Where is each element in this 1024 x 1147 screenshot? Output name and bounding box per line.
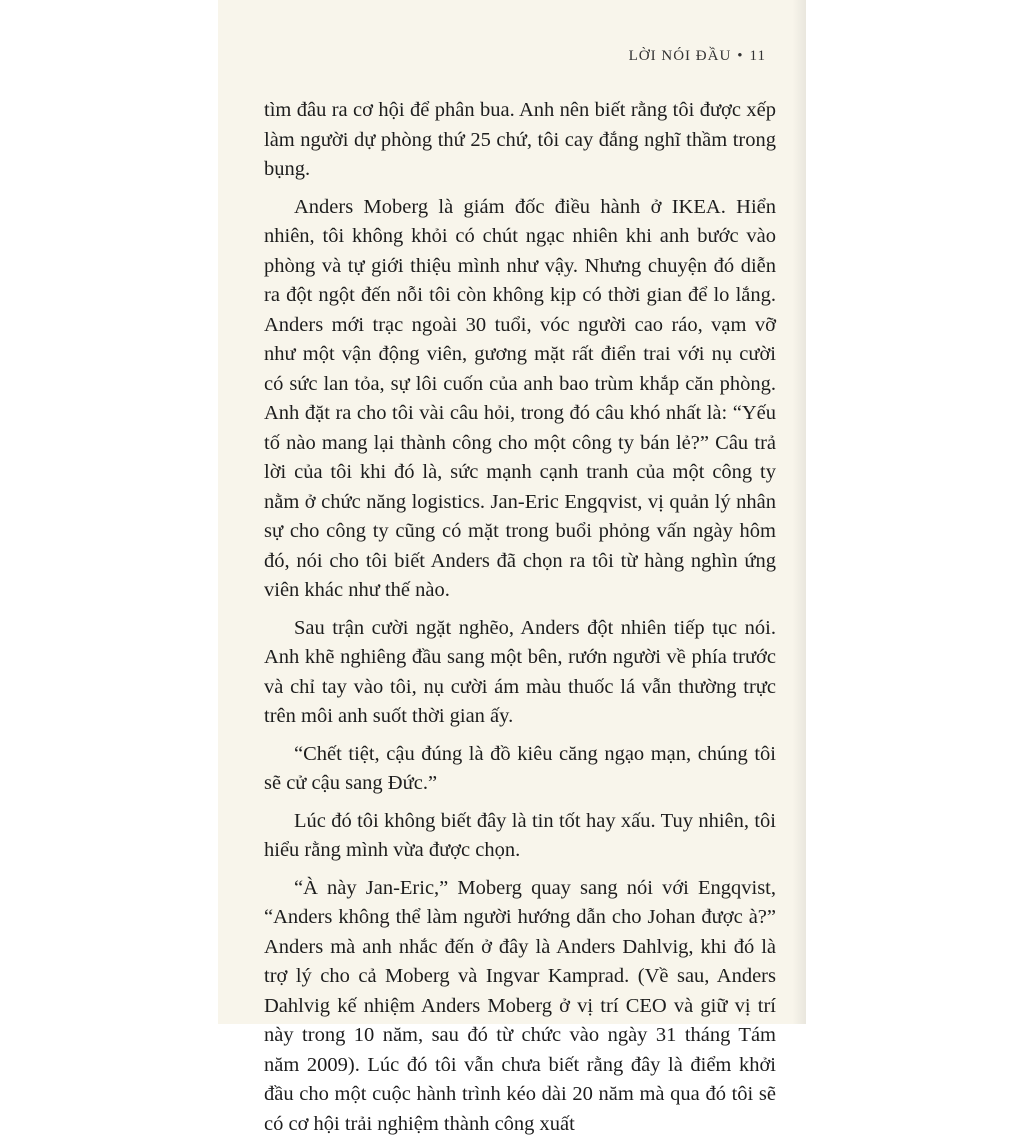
page-number: 11 xyxy=(749,48,766,64)
book-page xyxy=(218,0,806,1135)
paragraph: Anders Moberg là giám đốc điều hành ở IKEA. Hiển nhiên, tôi không khỏi có chút ngạc nhiên khi anh bước vào phòng và tự giới thiệu mình như vậy. Nhưng chuyện đó diễn ra đột ngột đến nỗi tôi còn không kịp có thời gian để lo lắng. Anders mới trạc ngoài 30 tuổi, vóc người cao ráo, vạm vỡ như một vận động viên, gương mặt rất điển trai với nụ cười có sức lan tỏa, sự lôi cuốn của anh bao trùm khắp căn phòng. Anh đặt ra cho tôi vài câu hỏi, trong đó câu khó nhất là: “Yếu tố nào mang lại thành công cho một công ty bán lẻ?” Câu trả lời của tôi khi đó là, sức mạnh cạnh tranh của một công ty nằm ở chức năng logistics. Jan-Eric Engqvist, vị quản lý nhân sự cho công ty cũng có mặt trong buổi phỏng vấn ngày hôm đó, nói cho tôi biết Anders đã chọn ra tôi từ hàng nghìn ứng viên khác như thế nào. xyxy=(264,195,776,601)
paragraph: “À này Jan-Eric,” Moberg quay sang nói với Engqvist, “Anders không thể làm người hướng dẫn cho Johan được à?” Anders mà anh nhắc đến ở đây là Anders Dahlvig, khi đó là trợ lý cho cả Moberg và Ingvar Kamprad. (Về sau, Anders Dahlvig kế nhiệm Anders Moberg ở vị trí CEO và giữ vị trí này trong 10 năm, sau đó từ chức vào ngày 31 tháng Tám năm 2009). Lúc đó tôi vẫn chưa biết rằng đây là điểm khởi đầu cho một cuộc hành trình kéo dài 20 năm mà qua đó tôi sẽ có cơ hội trải nghiệm thành công xuất xyxy=(264,876,776,1135)
body-text xyxy=(264,96,776,1147)
chapter-title: LỜI NÓI ĐẦU xyxy=(628,48,732,64)
paragraph: Lúc đó tôi không biết đây là tin tốt hay xấu. Tuy nhiên, tôi hiểu rằng mình vừa được chọn. xyxy=(264,809,776,861)
header-separator: • xyxy=(737,48,744,64)
page-edge-shadow xyxy=(792,0,806,1024)
paragraph: Sau trận cười ngặt nghẽo, Anders đột nhiên tiếp tục nói. Anh khẽ nghiêng đầu sang một bên, rướn người về phía trước và chỉ tay vào tôi, nụ cười ám màu thuốc lá vẫn thường trực trên môi anh suốt thời gian ấy. xyxy=(264,616,776,727)
paragraph: “Chết tiệt, cậu đúng là đồ kiêu căng ngạo mạn, chúng tôi sẽ cử cậu sang Đức.” xyxy=(264,742,776,794)
paragraph: tìm đâu ra cơ hội để phân bua. Anh nên biết rằng tôi được xếp làm người dự phòng thứ 25 chứ, tôi cay đắng nghĩ thầm trong bụng. xyxy=(264,99,776,180)
running-header xyxy=(629,48,766,65)
